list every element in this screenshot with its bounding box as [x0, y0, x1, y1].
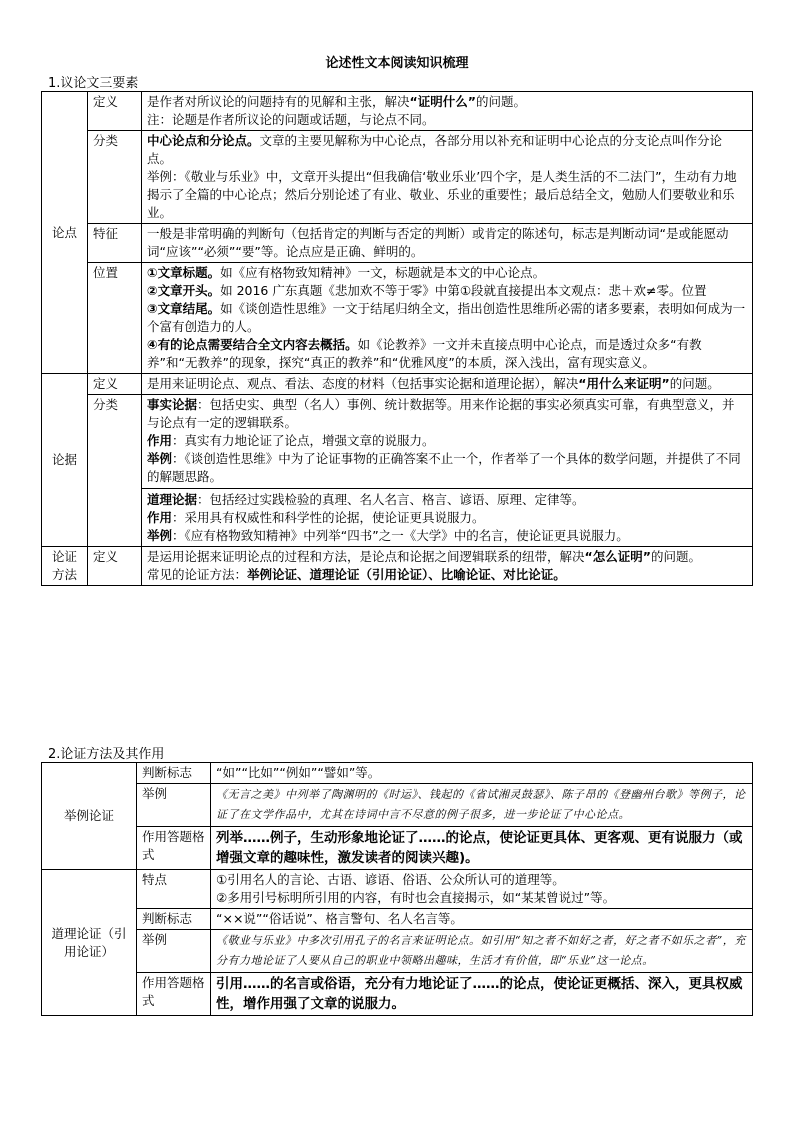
- label-lunju: 论据: [42, 374, 88, 547]
- label-juli-pdbz: 判断标志: [137, 763, 211, 784]
- section-heading-2: 2.论证方法及其作用: [48, 747, 165, 762]
- label-lunzheng: 论证方法: [42, 547, 88, 586]
- label-lunzheng-dingyi: 定义: [88, 547, 142, 586]
- label-lundian: 论点: [42, 92, 88, 374]
- lunju-classification: 事实论据：包括史实、典型（名人）事例、统计数据等。用来作论据的事实必须真实可靠，有典型意义，并与论点有一定的逻辑联系。 作用：真实有力地论证了论点，增强文章的说服力。 举例：《谈创造性思维》中为了论证事物的正确答案不止一个，作者举了一个具体的数学问题，并提供了不同的解题思路。 道理论据：包括经过实践检验的真理、名人名言、格言、谚语、原理、定律等。 作用：采用具有权威性和科学性的论据，使论证更具说服力。 举例：《应有格物致知精神》中列举“四书”之一《大学》中的名言，使论证更具说服力。: [142, 395, 753, 547]
- lundian-classification: 中心论点和分论点。文章的主要见解称为中心论点，各部分用以补充和证明中心论点的分支论点叫作分论点。 举例：《敬业与乐业》中，文章开头提出“但我确信‘敬业乐业’四个字，是人类生活的不二法门”，生动有力地揭示了全篇的中心论点；然后分别论述了有业、敬业、乐业的重要性；最后总结全文，勉励人们要敬业和乐业。: [142, 131, 753, 224]
- lundian-position: ①文章标题。如《应有格物致知精神》一文，标题就是本文的中心论点。 ②文章开头。如 2016 广东真题《悲加欢不等于零》中第①段就直接提出本文观点：悲＋欢≠零。位置 ③文章结尾。如《谈创造性思维》一文于结尾归纳全文，指出创造性思维所必需的诸多要素，表明如何成为一个富有创造力的人。 ④有的论点需要结合全文内容去概括。如《论教养》一文并未直接点明中心论点，而是透过众多“有教养”和“无教养”的现象，探究“真正的教养”和“优雅风度”的本质，深入浅出，富有现实意义。: [142, 263, 753, 374]
- methods-table: [41, 762, 753, 1016]
- label-weizhi: 位置: [88, 263, 142, 374]
- label-daoli-pdbz: 判断标志: [137, 909, 211, 930]
- section-heading-1: 1.议论文三要素: [48, 76, 139, 91]
- juli-example: 《无言之美》中列举了陶渊明的《时运》、钱起的《省试湘灵鼓瑟》、陈子昂的《登幽州台歌》等例子，论证了在文学作品中，尤其在诗词中言不尽意的例子很多，进一步论证了中心论点。: [211, 784, 753, 827]
- label-daoli-zy: 作用答题格式: [137, 973, 211, 1016]
- label-daoli: 道理论证（引用论证）: [42, 870, 137, 1016]
- label-lunju-dingyi: 定义: [88, 374, 142, 395]
- juli-marker: “如”“比如”“例如”“譬如”等。: [211, 763, 753, 784]
- label-tezheng: 特征: [88, 224, 142, 263]
- label-fenlei: 分类: [88, 131, 142, 224]
- lunzheng-definition: 是运用论据来证明论点的过程和方法，是论点和论据之间逻辑联系的纽带，解决“怎么证明”的问题。 常见的论证方法：举例论证、道理论证（引用论证）、比喻论证、对比论证。: [142, 547, 753, 586]
- lundian-definition: 是作者对所议论的问题持有的见解和主张，解决“证明什么”的问题。 注：论题是作者所议论的问题或话题，与论点不同。: [142, 92, 753, 131]
- label-lunju-fenlei: 分类: [88, 395, 142, 547]
- label-daoli-jl: 举例: [137, 930, 211, 973]
- label-dingyi: 定义: [88, 92, 142, 131]
- label-juli-zy: 作用答题格式: [137, 827, 211, 870]
- divider: [142, 488, 752, 489]
- daoli-answer-format: 引用……的名言或俗语，充分有力地论证了……的论点，使论证更概括、深入，更具权威性，增作用强了文章的说服力。: [211, 973, 753, 1016]
- label-daoli-td: 特点: [137, 870, 211, 909]
- lunju-definition: 是用来证明论点、观点、看法、态度的材料（包括事实论据和道理论据），解决“用什么来证明”的问题。: [142, 374, 753, 395]
- page-title: 论述性文本阅读知识梳理: [325, 56, 469, 71]
- label-juli-jl: 举例: [137, 784, 211, 827]
- daoli-marker: “××说”“俗话说”、格言警句、名人名言等。: [211, 909, 753, 930]
- daoli-feature: ①引用名人的言论、古语、谚语、俗语、公众所认可的道理等。 ②多用引号标明所引用的内容，有时也会直接揭示，如“某某曾说过”等。: [211, 870, 753, 909]
- daoli-example: 《敬业与乐业》中多次引用孔子的名言来证明论点。如引用“知之者不如好之者，好之者不如乐之者”，充分有力地论证了人要从自己的职业中领略出趣味，生活才有价值，即“乐业”这一论点。: [211, 930, 753, 973]
- lundian-feature: 一般是非常明确的判断句（包括肯定的判断与否定的判断）或肯定的陈述句，标志是判断动词“是或能愿动词“应该”“必须”“要”等。论点应是正确、鲜明的。: [142, 224, 753, 263]
- juli-answer-format: 列举……例子，生动形象地论证了……的论点，使论证更具体、更客观、更有说服力（或增强文章的趣味性，激发读者的阅读兴趣)。: [211, 827, 753, 870]
- label-juli: 举例论证: [42, 763, 137, 870]
- elements-table: [41, 91, 753, 586]
